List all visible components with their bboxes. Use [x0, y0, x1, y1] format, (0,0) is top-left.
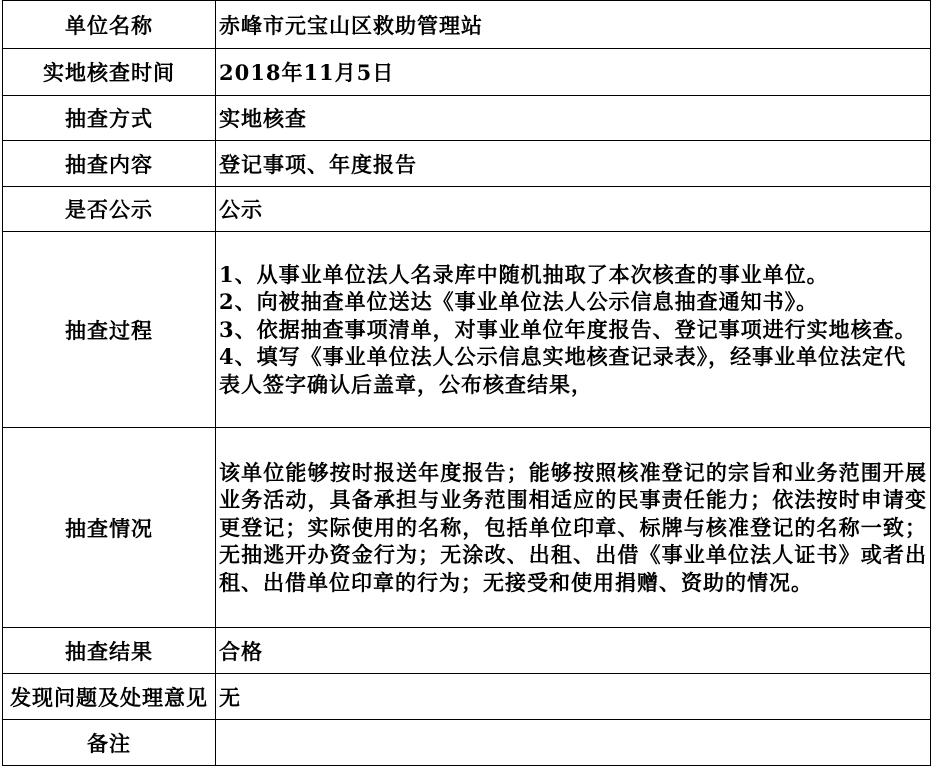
issues-label-cell	[3, 674, 216, 720]
inspection-content-value-cell	[216, 141, 931, 187]
inspection-record-table	[2, 0, 931, 766]
remarks-label-cell	[3, 720, 216, 766]
unit-name-value-cell	[216, 1, 931, 49]
process-step-1: 1、从事业单位法人名录库中随机抽取了本次核查的事业单位。	[219, 261, 829, 287]
inspection-process-value-cell	[216, 232, 931, 428]
remarks-label: 备注	[87, 730, 131, 756]
inspection-method-label: 抽查方式	[65, 106, 153, 131]
inspection-findings-value-cell	[216, 428, 931, 628]
inspection-method-value-cell	[216, 96, 931, 141]
inspection-findings-label: 抽查情况	[65, 515, 153, 541]
unit-name-label-cell	[3, 1, 216, 49]
issues-label: 发现问题及处理意见	[10, 684, 208, 710]
inspection-result-label-cell	[3, 628, 216, 674]
process-step-2: 2、向被抽查单位送达《事业单位法人公示信息抽查通知书》。	[219, 289, 819, 315]
inspection-process-label-cell	[3, 232, 216, 428]
inspection-date-label: 实地核查时间	[43, 60, 175, 85]
process-step-3: 3、依据抽查事项清单，对事业单位年度报告、登记事项进行实地核查。	[219, 316, 917, 342]
inspection-findings-text: 该单位能够按时报送年度报告；能够按照核准登记的宗旨和业务范围开展业务活动，具备承担与业务范围相适应的民事责任能力；依法按时申请变更登记；实际使用的名称，包括单位印章、标牌与核准登记的名称一致；无抽逃开办资金行为；无涂改、出租、出借《事业单位法人证书》或者出租、出借单位印章的行为；无接受和使用捐赠、资助的情况。	[219, 459, 927, 595]
publicity-value-cell	[216, 187, 931, 232]
process-step-4: 4、填写《事业单位法人公示信息实地核查记录表》，经事业单位法定代表人签字确认后盖章，公布核查结果，	[219, 344, 907, 397]
inspection-process-label: 抽查过程	[65, 317, 153, 343]
inspection-result-value-cell	[216, 628, 931, 674]
publicity-value: 公示	[219, 197, 263, 222]
issues-value-cell	[216, 674, 931, 720]
inspection-content-value: 登记事项、年度报告	[219, 151, 417, 177]
inspection-method-value: 实地核查	[219, 106, 307, 131]
inspection-date-value: 2018年11月5日	[219, 60, 395, 85]
unit-name-label: 单位名称	[65, 12, 153, 38]
inspection-method-label-cell	[3, 96, 216, 141]
inspection-content-label: 抽查内容	[65, 151, 153, 177]
publicity-label: 是否公示	[65, 197, 153, 222]
issues-value: 无	[219, 684, 241, 710]
inspection-result-label: 抽查结果	[65, 638, 153, 664]
inspection-result-value: 合格	[219, 638, 263, 664]
unit-name-value: 赤峰市元宝山区救助管理站	[219, 12, 483, 38]
remarks-value-cell	[216, 720, 931, 766]
inspection-findings-label-cell	[3, 428, 216, 628]
inspection-process-steps	[219, 261, 927, 399]
inspection-content-label-cell	[3, 141, 216, 187]
inspection-date-label-cell	[3, 49, 216, 96]
inspection-date-value-cell	[216, 49, 931, 96]
publicity-label-cell	[3, 187, 216, 232]
